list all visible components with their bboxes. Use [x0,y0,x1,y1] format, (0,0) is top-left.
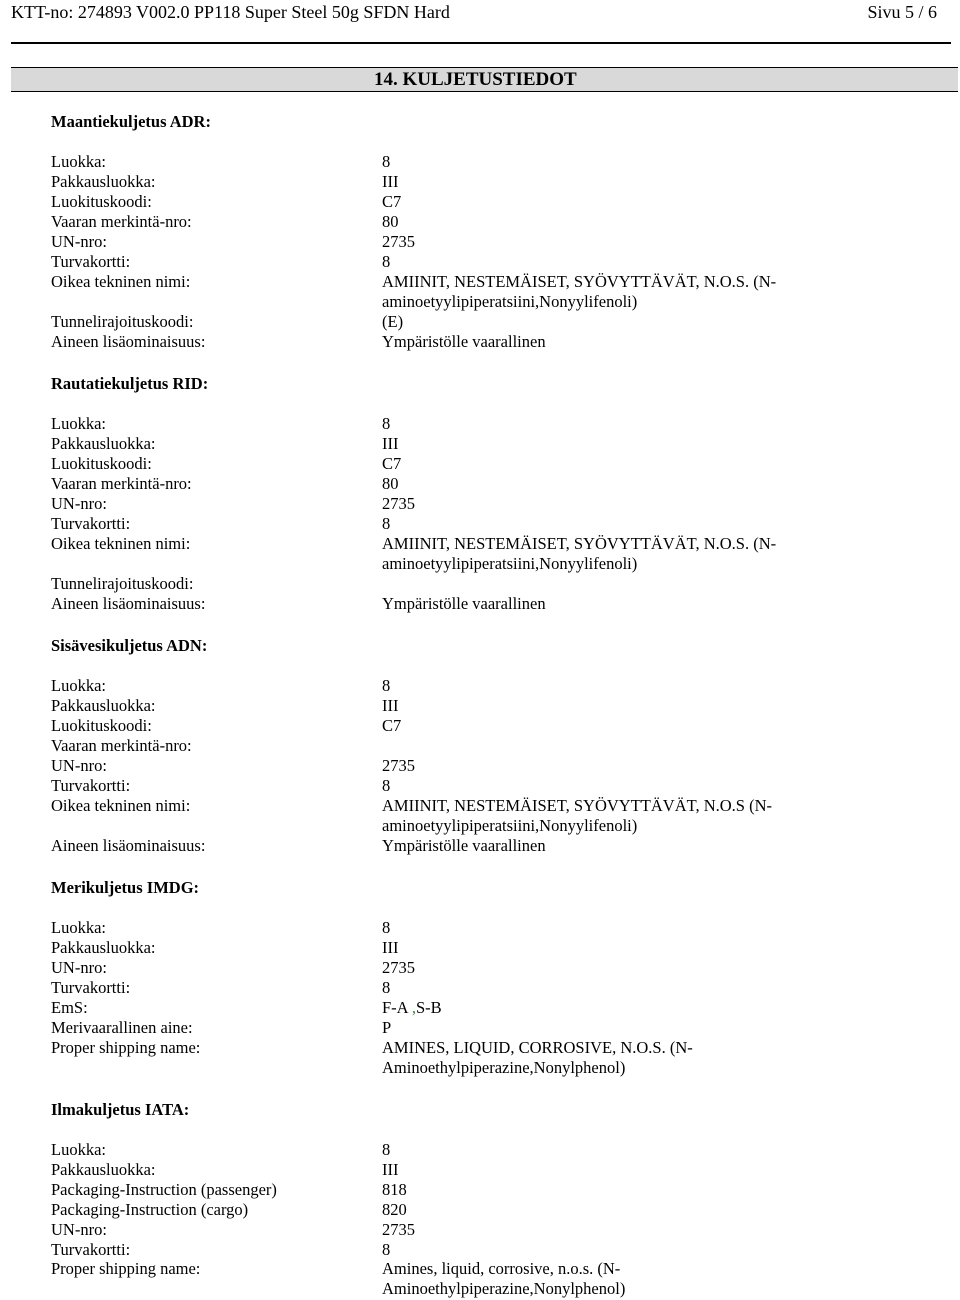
adn-section-title: Sisävesikuljetus ADN: [51,636,208,655]
row-label: UN-nro: [51,494,107,513]
row-value: III [382,696,399,715]
adn-row-turvakortti [51,776,951,796]
row-value: III [382,938,399,957]
row-label: Oikea tekninen nimi: [51,796,191,815]
row-value: Ympäristölle vaarallinen [382,836,546,855]
row-label: UN-nro: [51,1220,107,1239]
imdg-row-luokka [51,918,951,938]
adn-row-pakkausluokka [51,696,951,716]
value-line-2: aminoetyylipiperatsiini,Nonyylifenoli) [382,816,638,835]
rid-row-tunnelirajoituskoodi [51,574,951,594]
row-label: Tunnelirajoituskoodi: [51,312,194,331]
value-line-2: Aminoethylpiperazine,Nonylphenol) [382,1279,626,1298]
value-line-2: Aminoethylpiperazine,Nonylphenol) [382,1058,626,1077]
row-label: UN-nro: [51,958,107,977]
row-label: Proper shipping name: [51,1259,201,1278]
row-value [382,998,442,1018]
rid-row-vaaran-merkinta [51,474,951,494]
iata-row-shipping-name [51,1259,951,1299]
row-label: Tunnelirajoituskoodi: [51,574,194,593]
iata-row-luokka [51,1140,951,1160]
rid-row-tekninen-nimi [51,534,951,574]
adr-row-lisaominaisuus [51,332,951,352]
row-label: EmS: [51,998,88,1017]
value-line-2: aminoetyylipiperatsiini,Nonyylifenoli) [382,554,638,573]
row-label: Proper shipping name: [51,1038,201,1057]
imdg-row-merivaarallinen [51,1018,951,1038]
row-value: C7 [382,716,402,735]
row-value [382,1259,625,1299]
row-value [382,534,776,574]
row-label: Luokka: [51,918,106,937]
row-label: Pakkausluokka: [51,172,156,191]
adr-row-luokka [51,152,951,172]
row-value: 2735 [382,1220,415,1239]
row-value: 2735 [382,756,415,775]
adn-row-lisaominaisuus [51,836,951,856]
row-label: Turvakortti: [51,1240,131,1259]
row-label: Turvakortti: [51,252,131,271]
row-label: Luokituskoodi: [51,716,152,735]
row-label: Luokka: [51,414,106,433]
rid-row-luokka [51,414,951,434]
row-value [382,272,776,312]
row-label: Merivaarallinen aine: [51,1018,193,1037]
rid-row-luokituskoodi [51,454,951,474]
row-value: 80 [382,212,399,231]
row-label: Turvakortti: [51,978,131,997]
adr-row-tunnelirajoituskoodi [51,312,951,332]
iata-row-packaging-passenger [51,1180,951,1200]
row-label: Turvakortti: [51,776,131,795]
row-label: Luokka: [51,1140,106,1159]
imdg-section-title: Merikuljetus IMDG: [51,878,200,897]
adn-row-tekninen-nimi [51,796,951,836]
row-value: C7 [382,454,402,473]
row-value: C7 [382,192,402,211]
row-label: Luokituskoodi: [51,454,152,473]
imdg-row-ems [51,998,951,1018]
adr-section-title: Maantiekuljetus ADR: [51,112,211,131]
row-label: UN-nro: [51,756,107,775]
row-value: 8 [382,676,391,695]
section-heading-box [11,67,958,92]
value-line-1: Amines, liquid, corrosive, n.o.s. (N- [382,1259,621,1278]
row-label: Aineen lisäominaisuus: [51,332,206,351]
adn-row-luokituskoodi [51,716,951,736]
adn-row-vaaran-merkinta [51,736,951,756]
row-value: 2735 [382,958,415,977]
row-value: 8 [382,152,391,171]
row-value [382,796,772,836]
value-line-1: AMINES, LIQUID, CORROSIVE, N.O.S. (N- [382,1038,693,1057]
row-value: III [382,172,399,191]
adr-row-vaaran-merkinta [51,212,951,232]
document-info: KTT-no: 274893 V002.0 PP118 Super Steel 50g SFDN Hard [11,2,450,22]
row-value: 8 [382,1240,391,1259]
adr-row-turvakortti [51,252,951,272]
row-label: Aineen lisäominaisuus: [51,836,206,855]
header-rule [11,42,951,44]
row-value: III [382,434,399,453]
adn-row-un-nro [51,756,951,776]
row-value: 8 [382,1140,391,1159]
row-label: Oikea tekninen nimi: [51,272,191,291]
row-value: 2735 [382,232,415,251]
ems-spill-code: S-B [415,998,442,1017]
rid-section-title: Rautatiekuljetus RID: [51,374,209,393]
iata-row-packaging-cargo [51,1200,951,1220]
row-value [382,1038,693,1078]
row-label: Luokka: [51,152,106,171]
row-label: Aineen lisäominaisuus: [51,594,206,613]
row-label: Pakkausluokka: [51,696,156,715]
page-header [11,0,937,26]
row-label: Luokka: [51,676,106,695]
value-line-1: AMIINIT, NESTEMÄISET, SYÖVYTTÄVÄT, N.O.S (N- [382,796,772,815]
row-label: Luokituskoodi: [51,192,152,211]
row-label: Turvakortti: [51,514,131,533]
value-line-1: AMIINIT, NESTEMÄISET, SYÖVYTTÄVÄT, N.O.S. (N- [382,534,777,553]
rid-row-un-nro [51,494,951,514]
rid-row-lisaominaisuus [51,594,951,614]
page-number: Sivu 5 / 6 [867,2,937,22]
row-value: 820 [382,1200,407,1219]
value-line-2: aminoetyylipiperatsiini,Nonyylifenoli) [382,292,638,311]
adr-row-un-nro [51,232,951,252]
row-value: III [382,1160,399,1179]
row-value: 8 [382,978,391,997]
adr-row-tekninen-nimi [51,272,951,312]
row-value: 80 [382,474,399,493]
ems-separator: , [411,998,416,1017]
row-value: 8 [382,776,391,795]
row-label: Vaaran merkintä-nro: [51,736,192,755]
row-value: P [382,1018,392,1037]
row-value: (E) [382,312,404,331]
row-label: Vaaran merkintä-nro: [51,212,192,231]
row-label: Pakkausluokka: [51,938,156,957]
row-value: 818 [382,1180,407,1199]
row-label: Oikea tekninen nimi: [51,534,191,553]
row-label: UN-nro: [51,232,107,251]
rid-row-turvakortti [51,514,951,534]
row-value: Ympäristölle vaarallinen [382,594,546,613]
section-heading: 14. KULJETUSTIEDOT [374,69,577,90]
iata-row-turvakortti [51,1240,951,1260]
iata-section-title: Ilmakuljetus IATA: [51,1100,190,1119]
rid-row-pakkausluokka [51,434,951,454]
row-label: Pakkausluokka: [51,1160,156,1179]
adr-row-pakkausluokka [51,172,951,192]
row-value: 8 [382,514,391,533]
value-line-1: AMIINIT, NESTEMÄISET, SYÖVYTTÄVÄT, N.O.S. (N- [382,272,777,291]
row-value: 8 [382,414,391,433]
adr-row-luokituskoodi [51,192,951,212]
imdg-row-turvakortti [51,978,951,998]
row-label: Packaging-Instruction (passenger) [51,1180,277,1199]
adn-row-luokka [51,676,951,696]
iata-row-pakkausluokka [51,1160,951,1180]
row-label: Packaging-Instruction (cargo) [51,1200,249,1219]
row-label: Vaaran merkintä-nro: [51,474,192,493]
ems-fire-code: F-A [382,998,408,1017]
iata-row-un-nro [51,1220,951,1240]
imdg-row-un-nro [51,958,951,978]
imdg-row-shipping-name [51,1038,951,1078]
row-value: 8 [382,252,391,271]
row-label: Pakkausluokka: [51,434,156,453]
row-value: 2735 [382,494,415,513]
row-value: 8 [382,918,391,937]
row-value: Ympäristölle vaarallinen [382,332,546,351]
imdg-row-pakkausluokka [51,938,951,958]
